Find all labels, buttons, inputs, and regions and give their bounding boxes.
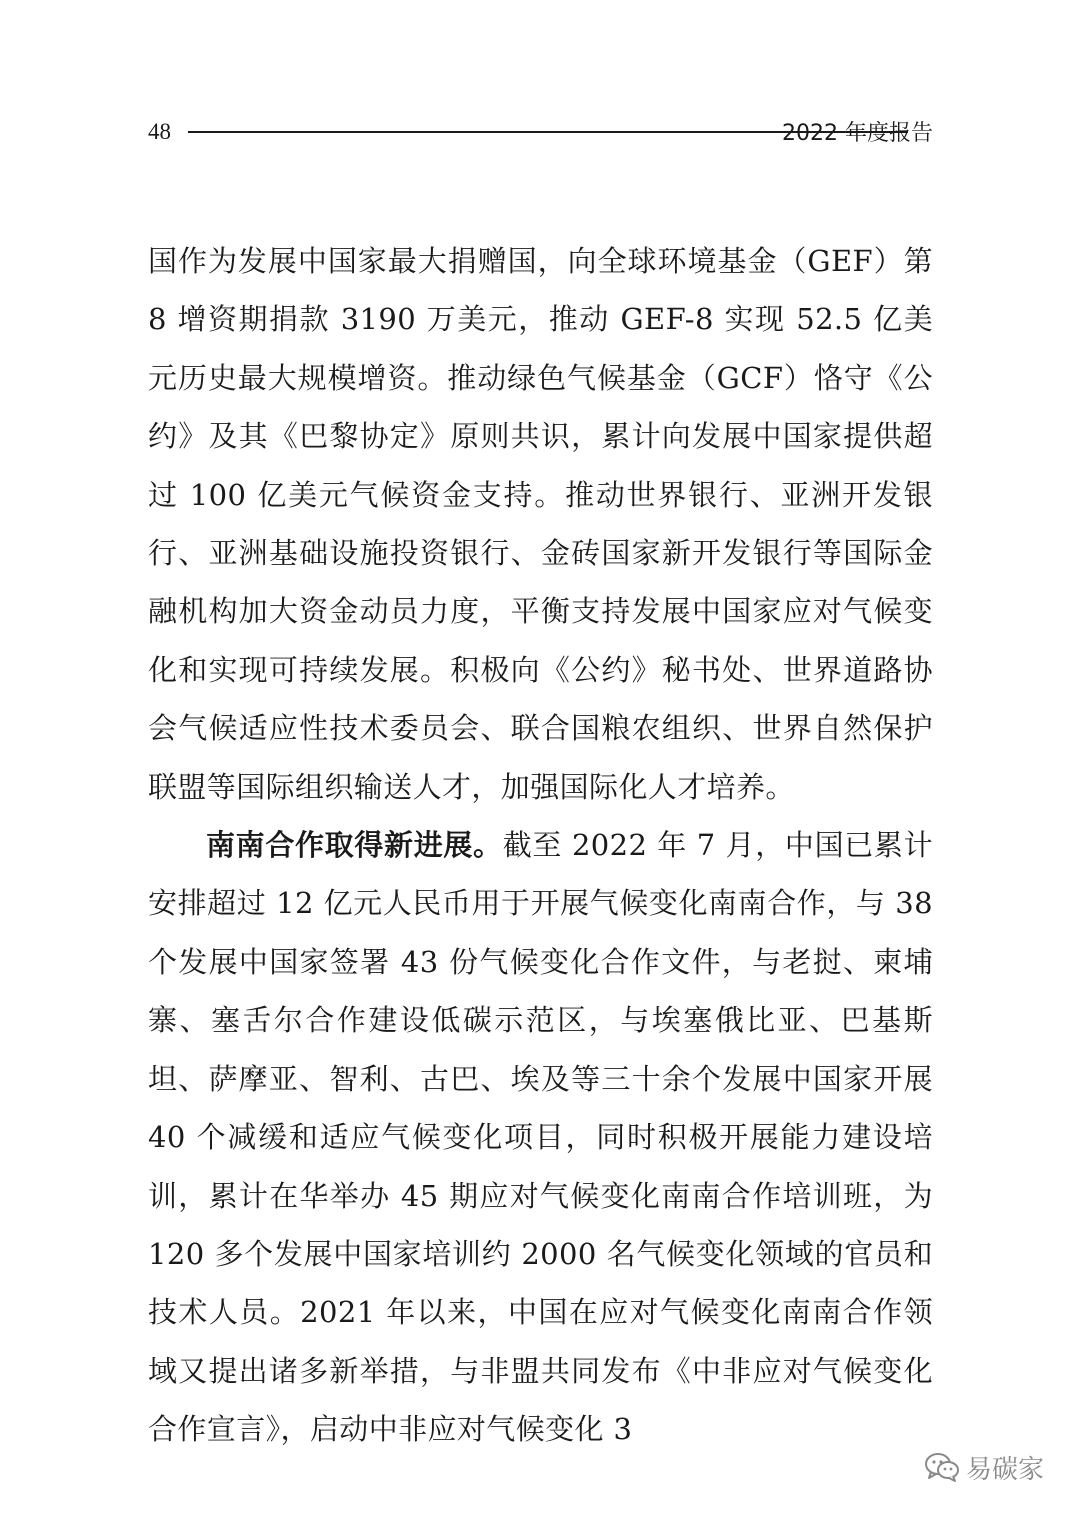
report-title: 2022 年度报告 <box>782 121 933 146</box>
paragraph-continuation: 国作为发展中国家最大捐赠国，向全球环境基金（GEF）第 8 增资期捐款 3190 万美元，推动 GEF-8 实现 52.5 亿美元历史最大规模增资。推动绿色气候基金（GCF）恪守《公约》及其《巴黎协定》原则共识，累计向发展中国家提供超过 100 亿美元气候资金支持。推动世界银行、亚洲开发银行、亚洲基础设施投资银行、金砖国家新开发银行等国际金融机构加大资金动员力度，平衡支持发展中国家应对气候变化和实现可持续发展。积极向《公约》秘书处、世界道路协会气候适应性技术委员会、联合国粮农组织、世界自然保护联盟等国际组织输送人才，加强国际化人才培养。 <box>148 244 933 804</box>
wechat-icon <box>924 1451 960 1483</box>
page-header <box>148 112 933 152</box>
document-body <box>148 232 933 1459</box>
paragraph-lead-heading: 南南合作取得新进展。 <box>206 828 503 863</box>
paragraph-text: 截至 2022 年 7 月，中国已累计安排超过 12 亿元人民币用于开展气候变化南南合作，与 38 个发展中国家签署 43 份气候变化合作文件，与老挝、柬埔寨、塞舌尔合作建设低碳示范区，与埃塞俄比亚、巴基斯坦、萨摩亚、智利、古巴、埃及等三十余个发展中国家开展 40 个减缓和适应气候变化项目，同时积极开展能力建设培训，累计在华举办 45 期应对气候变化南南合作培训班，为 120 多个发展中国家培训约 2000 名气候变化领域的官员和技术人员。2021 年以来，中国在应对气候变化南南合作领域又提出诸多新举措，与非盟共同发布《中非应对气候变化合作宣言》，启动中非应对气候变化 3 <box>148 828 933 1447</box>
page-number: 48 <box>148 119 171 144</box>
paragraph-south-south <box>148 816 933 1458</box>
watermark <box>924 1447 1044 1487</box>
watermark-text: 易碳家 <box>965 1454 1044 1485</box>
